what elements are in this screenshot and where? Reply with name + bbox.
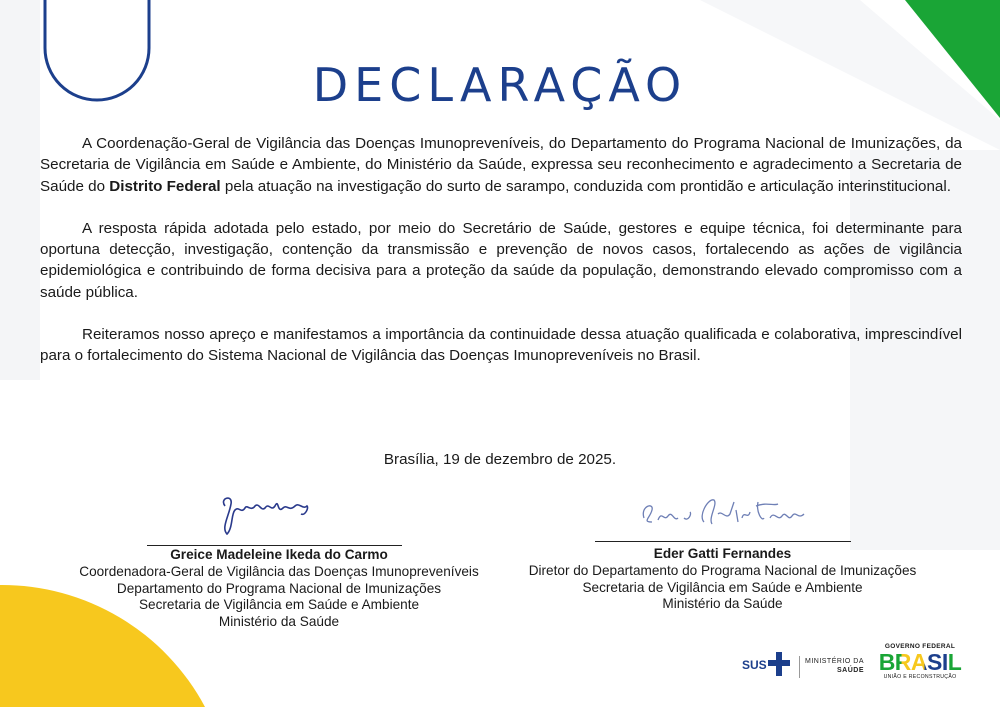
signatory-left (40, 547, 518, 631)
signature-line-left (147, 545, 402, 546)
signatory-left-ministry: Ministério da Saúde (218, 614, 340, 630)
paragraph-1 (40, 133, 962, 197)
ministry-logo-line1: MINISTÉRIO DA (804, 658, 864, 665)
page-title: DECLARAÇÃO (312, 58, 688, 112)
signatory-right-ministry: Ministério da Saúde (662, 596, 783, 612)
paragraph-3: Reiteramos nosso apreço e manifestamos a importância da continuidade dessa atuação qualificada e colaborativa, imprescindível para o fortalecimento do Sistema Nacional de Vigilância das Doenças Imunopreveníveis no Brasil. (40, 326, 962, 365)
logo-divider (799, 656, 800, 678)
paragraph-2: A resposta rápida adotada pelo estado, por meio do Secretário de Saúde, gestores e equipe técnica, foi determinante para oportuna detecção, investigação, contenção da transmissão e prevenção de novos casos, fortalecendo as ações de vigilância epidemiológica e contribuindo de forma decisiva para a proteção da saúde da população, demonstrando elevado compromisso com a saúde pública. (40, 219, 962, 301)
signature-greice (215, 488, 315, 538)
signatory-left-role: Coordenadora-Geral de Vigilância das Doenças Imunopreveníveis (79, 563, 479, 579)
paragraph-1-text-a: A Coordenação-Geral de Vigilância das Doenças Imunopreveníveis, do Departamento do Programa Nacional de Imunizações, da Secretaria de Vigilância em Saúde e Ambiente, do Ministério da Saúde, expressa seu reconhecimento e agradecimento a Secretaria de Saúde do (40, 135, 962, 195)
signature-eder (638, 492, 808, 534)
paragraph-1-text-b: pela atuação na investigação do surto de sarampo, conduzida com prontidão e articulação interinstitucional. (220, 177, 951, 195)
gov-main-text: BRASIL (874, 650, 966, 674)
signatory-right-name: Eder Gatti Fernandes (653, 546, 792, 561)
gov-bottom-text: UNIÃO E RECONSTRUÇÃO (883, 674, 957, 680)
paragraph-1-bold: Distrito Federal (109, 177, 221, 195)
sus-logo-text: SUS (742, 658, 767, 672)
signatory-right (480, 546, 965, 613)
signatory-left-department: Departamento do Programa Nacional de Imunizações (116, 580, 442, 596)
bg-gray-block-left (0, 0, 40, 380)
signatory-left-secretariat: Secretaria de Vigilância em Saúde e Ambiente (138, 597, 420, 613)
declaration-body (40, 133, 962, 388)
signatory-left-name: Greice Madeleine Ikeda do Carmo (170, 547, 388, 562)
signatory-right-secretariat: Secretaria de Vigilância em Saúde e Ambiente (582, 579, 863, 595)
gov-top-text: GOVERNO FEDERAL (884, 643, 956, 650)
signature-line-right (595, 541, 851, 542)
governo-federal-logo (874, 643, 966, 689)
ministry-logo-line2: SAÚDE (836, 667, 864, 674)
ministry-logo (804, 657, 864, 675)
signatory-right-role: Diretor do Departamento do Programa Nacional de Imunizações (528, 562, 917, 578)
date-line: Brasília, 19 de dezembro de 2025. (383, 451, 617, 468)
cross-icon (768, 652, 790, 676)
sus-logo (742, 652, 792, 680)
